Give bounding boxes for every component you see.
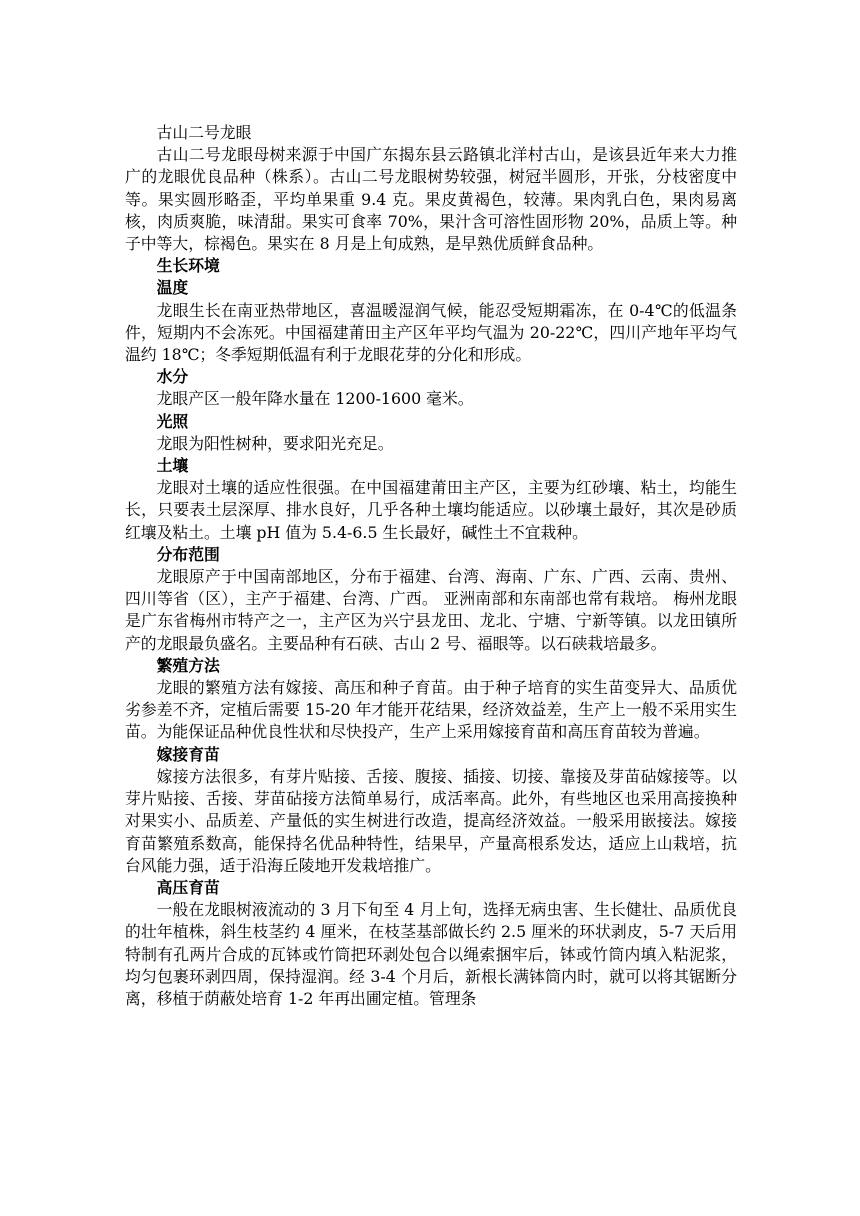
distribution-heading: 分布范围 <box>156 544 220 564</box>
propagation-heading: 繁殖方法 <box>156 655 220 675</box>
document-body <box>125 122 737 1010</box>
propagation-paragraph: 龙眼的繁殖方法有嫁接、高压和种子育苗。由于种子培育的实生苗变异大、品质优劣参差不齐，定植后需要 15-20 年才能开花结果，经济效益差，生产上一般不采用实生苗。为能保证品种优良性状和尽快投产，生产上采用嫁接育苗和高压育苗较为普遍。 <box>125 678 737 742</box>
intro-paragraph: 古山二号龙眼母树来源于中国广东揭东县云路镇北洋村古山，是该县近年来大力推广的龙眼优良品种（株系）。古山二号龙眼树势较强，树冠半圆形，开张，分枝密度中等。果实圆形略歪，平均单果重 9.4 克。果皮黄褐色，较薄。果肉乳白色，果肉易离核，肉质爽脆，味清甜。果实可食率 70%，果汁含可溶性固形物 20%，品质上等。种子中等大，棕褐色。果实在 8 月是上旬成熟，是早熟优质鲜食品种。 <box>125 145 737 254</box>
light-paragraph: 龙眼为阳性树种，要求阳光充足。 <box>156 433 394 453</box>
soil-paragraph: 龙眼对土壤的适应性很强。在中国福建莆田主产区，主要为红砂壤、粘土，均能生长，只要表土层深厚、排水良好，几乎各种土壤均能适应。以砂壤土最好，其次是砂质红壤及粘土。土壤 pH 值为 5.4-6.5 生长最好，碱性土不宜栽种。 <box>125 478 737 542</box>
light-heading: 光照 <box>156 411 189 431</box>
temperature-heading: 温度 <box>156 278 189 298</box>
water-heading: 水分 <box>156 367 189 387</box>
layering-heading: 高压育苗 <box>156 877 220 897</box>
document-title: 古山二号龙眼 <box>156 123 252 142</box>
growth-environment-heading: 生长环境 <box>156 256 220 276</box>
layering-paragraph: 一般在龙眼树液流动的 3 月下旬至 4 月上旬，选择无病虫害、生长健壮、品质优良的壮年植株，斜生枝茎约 4 厘米，在枝茎基部做长约 2.5 厘米的环状剥皮，5-7 天后用特制有孔两片合成的瓦钵或竹筒把环剥处包合以绳索捆牢后，钵或竹筒内填入粘泥浆，均匀包裹环剥四周，保持湿润。经 3-4 个月后，新根长满钵筒内时，就可以将其锯断分离，移植于荫蔽处培育 1-2 年再出圃定植。管理条 <box>125 900 737 1008</box>
soil-heading: 土壤 <box>156 456 189 476</box>
temperature-paragraph: 龙眼生长在南亚热带地区，喜温暖湿润气候，能忍受短期霜冻，在 0-4℃的低温条件，短期内不会冻死。中国福建莆田主产区年平均气温为 20-22℃，四川产地年平均气温约 18℃；冬季短期低温有利于龙眼花芽的分化和形成。 <box>125 300 737 365</box>
distribution-paragraph: 龙眼原产于中国南部地区，分布于福建、台湾、海南、广东、广西、云南、贵州、四川等省（区），主产于福建、台湾、广西。 亚洲南部和东南部也常有栽培。 梅州龙眼是广东省梅州市特产之一，主产区为兴宁县龙田、龙北、宁塘、宁新等镇。以龙田镇所产的龙眼最负盛名。主要品种有石硖、古山 2 号、福眼等。以石硖栽培最多。 <box>125 567 737 653</box>
grafting-paragraph: 嫁接方法很多，有芽片贴接、舌接、腹接、插接、切接、靠接及芽苗砧嫁接等。以芽片贴接、舌接、芽苗砧接方法简单易行，成活率高。此外，有些地区也采用高接换种对果实小、品质差、产量低的实生树进行改造，提高经济效益。一般采用嵌接法。嫁接育苗繁殖系数高，能保持名优品种特性，结果早，产量高根系发达，适应上山栽培，抗台风能力强，适于沿海丘陵地开发栽培推广。 <box>125 766 737 875</box>
grafting-heading: 嫁接育苗 <box>156 744 220 764</box>
water-paragraph: 龙眼产区一般年降水量在 1200-1600 毫米。 <box>156 389 474 409</box>
